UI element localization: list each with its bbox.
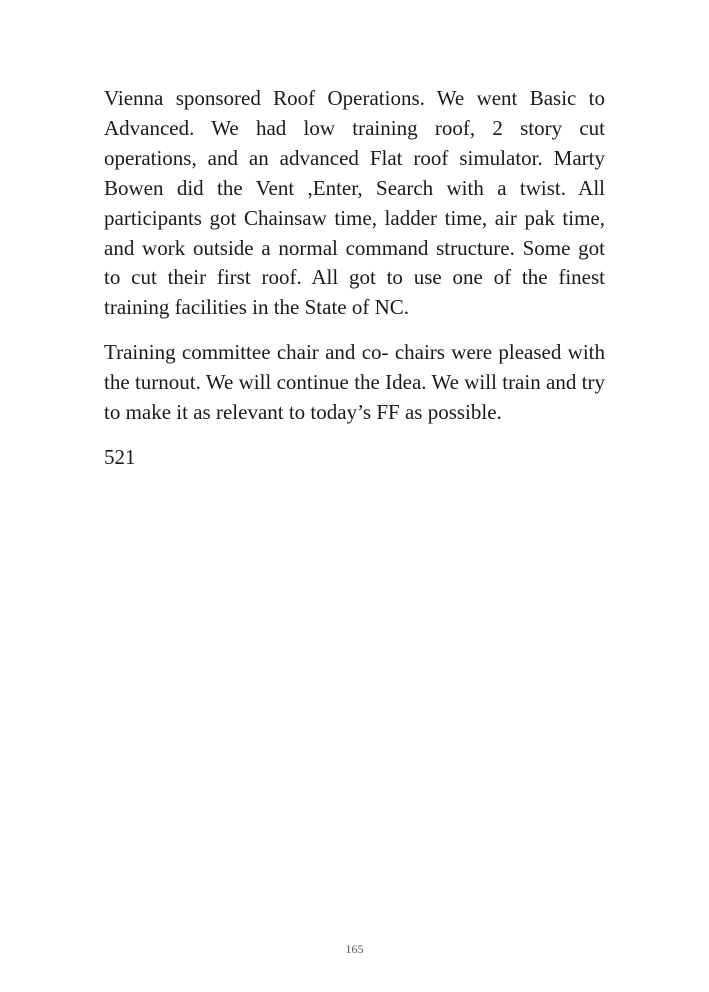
paragraph-training-committee: Training committee chair and co- chairs were pleased with the turnout. We will continue the Idea. We will train and try to make it as relevant to today’s FF as possible. (104, 340, 605, 425)
page-number: 165 (345, 942, 364, 956)
paragraph-roof-operations: Vienna sponsored Roof Operations. We went Basic to Advanced. We had low training roof, 2 story cut operations, and an advanced Flat roof simulator. Marty Bowen did the Vent ,Enter, Search with a twist. All participants got Chainsaw time, ladder time, air pak time, and work outside a normal command structure. Some got to cut their first roof. All got to use one of the finest training facilities in the State of NC. (104, 86, 605, 320)
entry-number: 521 (104, 444, 136, 469)
body-text (104, 84, 605, 473)
